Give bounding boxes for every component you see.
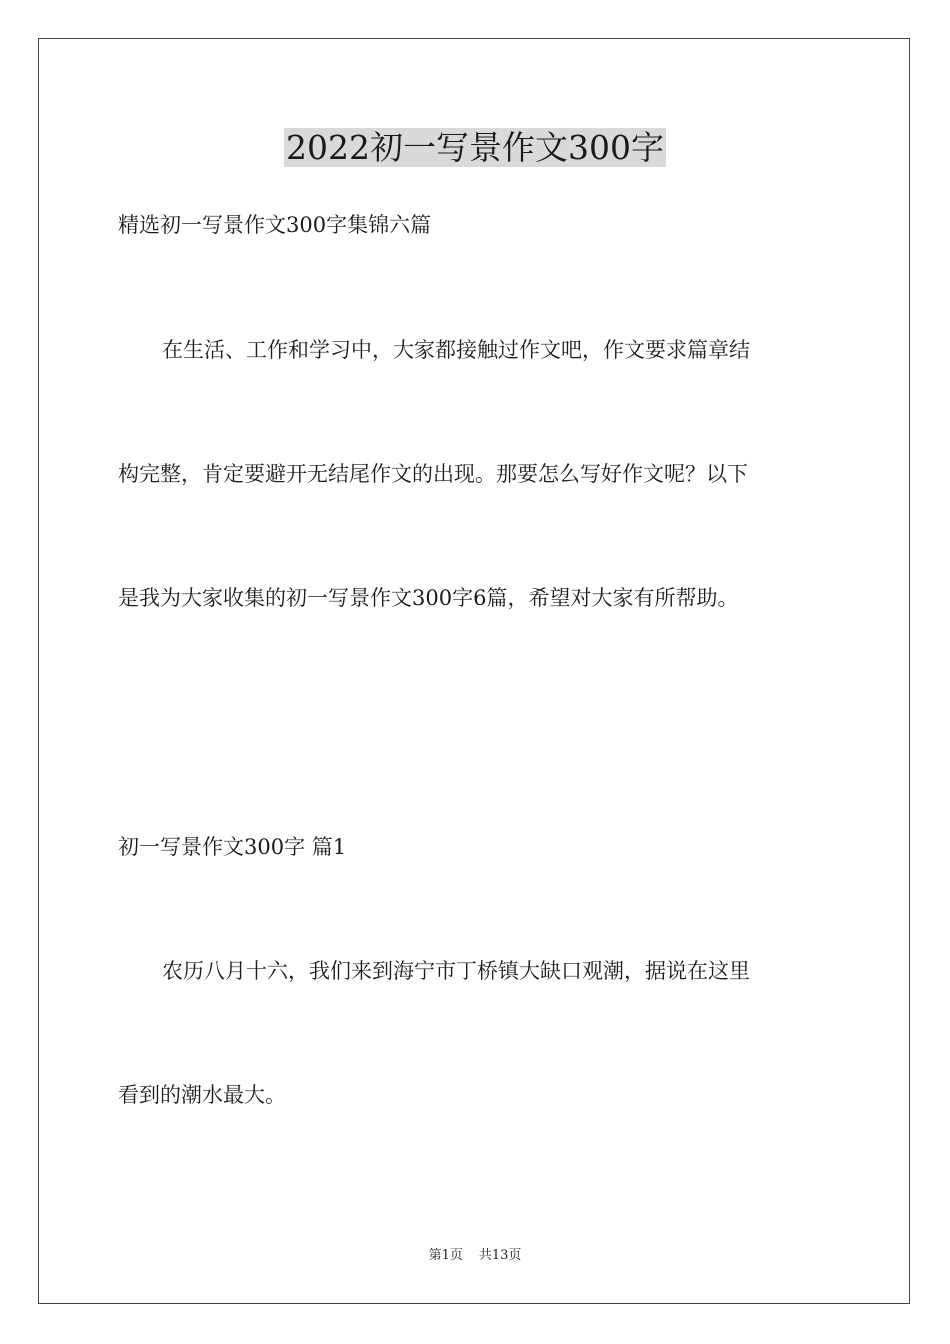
page-number: 第1页	[428, 1248, 463, 1263]
intro-line-2: 构完整，肯定要避开无结尾作文的出现。那要怎么写好作文呢？以下	[118, 462, 748, 486]
section-line-2: 看到的潮水最大。	[118, 1083, 286, 1107]
section-line-1: 农历八月十六，我们来到海宁市丁桥镇大缺口观潮，据说在这里	[162, 959, 750, 983]
document-title	[0, 126, 950, 170]
intro-line-1: 在生活、工作和学习中，大家都接触过作文吧，作文要求篇章结	[162, 338, 750, 362]
document-title-text: 2022初一写景作文300字	[286, 128, 664, 167]
page-total: 共13页	[478, 1248, 522, 1263]
document-subtitle: 精选初一写景作文300字集锦六篇	[118, 213, 432, 237]
page-footer	[0, 1247, 950, 1265]
section-heading: 初一写景作文300字 篇1	[118, 835, 347, 859]
intro-line-3: 是我为大家收集的初一写景作文300字6篇，希望对大家有所帮助。	[118, 586, 739, 610]
